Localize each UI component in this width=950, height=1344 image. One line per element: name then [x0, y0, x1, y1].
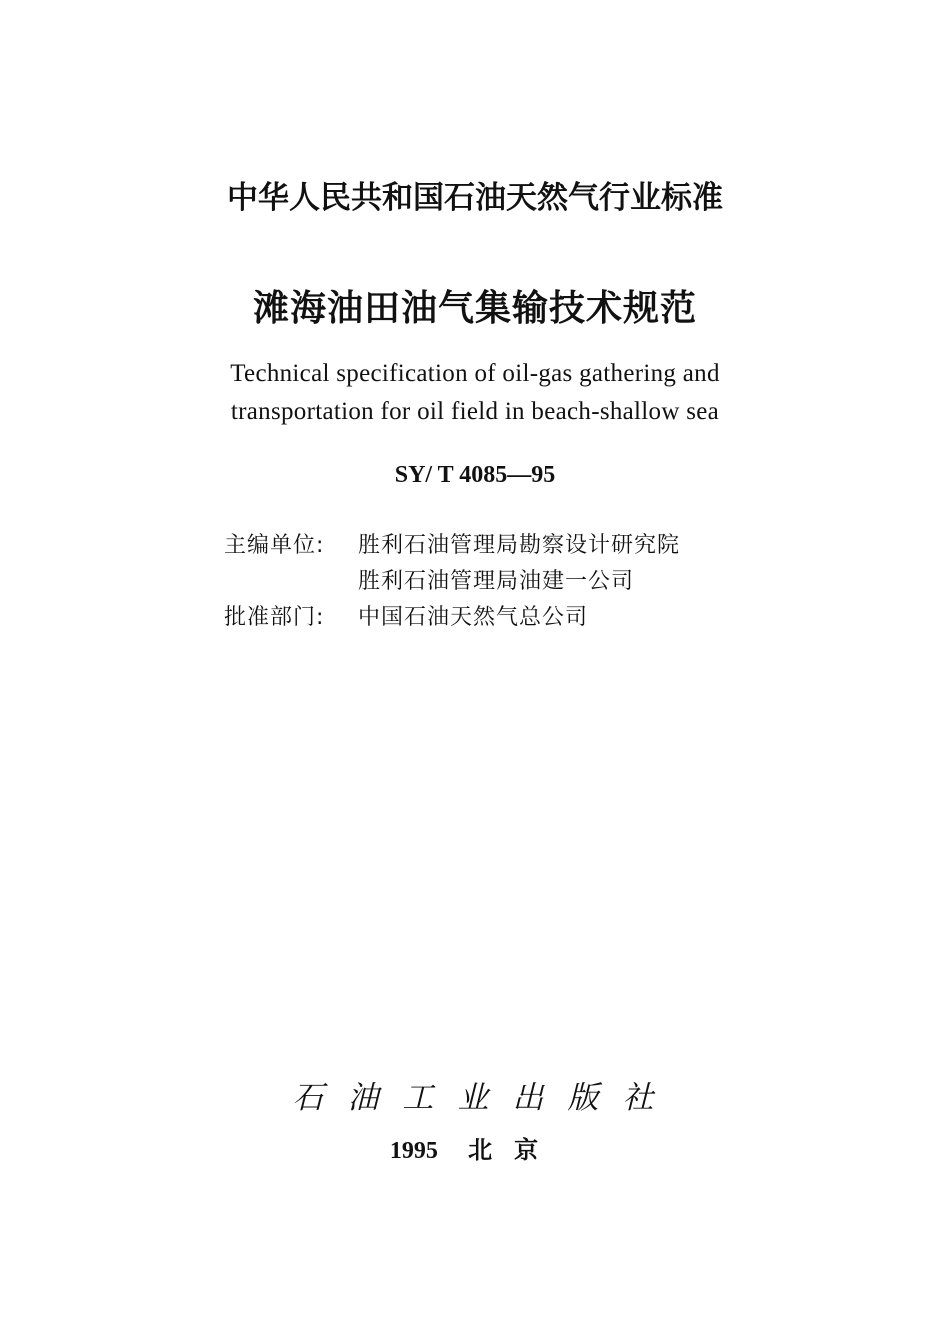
- editor-label: 主编单位:: [224, 533, 325, 558]
- approver-value: 中国石油天然气总公司: [358, 605, 589, 630]
- editor-row: [224, 528, 680, 564]
- imprint-year: 1995: [389, 1138, 438, 1164]
- editor-value-1: 胜利石油管理局勘察设计研究院: [358, 533, 681, 558]
- title-english-line-2: transportation for oil field in beach-shallow sea: [230, 398, 720, 425]
- approver-row: [224, 600, 680, 636]
- publisher-name: 石油工业出版社: [292, 1080, 678, 1116]
- imprint: [0, 1130, 950, 1165]
- standard-category: 中华人民共和国石油天然气行业标准: [227, 180, 723, 216]
- title-english-line-1: Technical specification of oil-gas gathering and: [230, 360, 720, 387]
- editor-label-spacer: [224, 564, 358, 600]
- editor-row-2: [224, 564, 680, 600]
- editor-value-2: 胜利石油管理局油建一公司: [358, 569, 635, 594]
- title-chinese: 滩海油田油气集输技术规范: [252, 288, 697, 329]
- title-english: [0, 355, 950, 431]
- standard-number: SY/ T 4085—95: [394, 462, 556, 488]
- approver-label: 批准部门:: [224, 605, 325, 630]
- imprint-city: 北京: [468, 1136, 561, 1164]
- info-block: [224, 528, 680, 636]
